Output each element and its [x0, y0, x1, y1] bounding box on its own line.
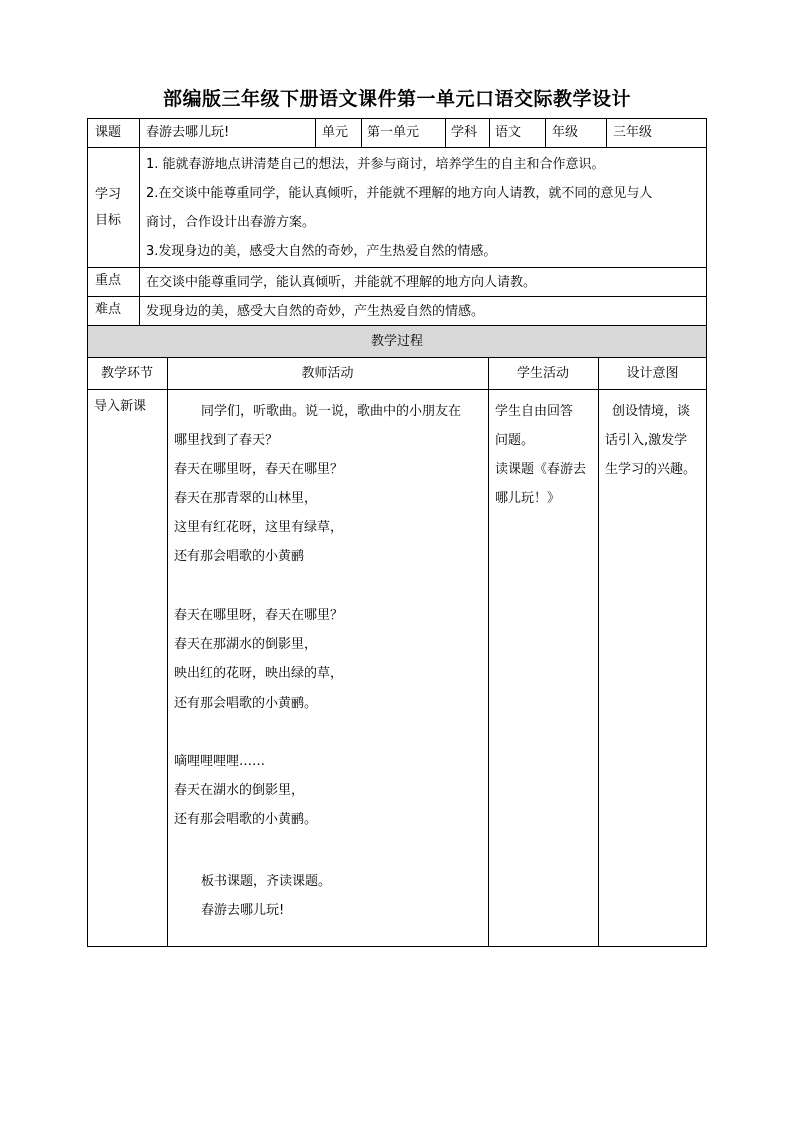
teacher-activity-line: 春天在哪里呀，春天在哪里？: [174, 608, 344, 623]
objective-line: 2.在交谈中能尊重同学，能认真倾听，并能就不理解的地方向人请教，就不同的意见与人: [146, 186, 653, 201]
col-divider: [139, 118, 140, 325]
col-divider: [488, 357, 489, 947]
key-point-text: 在交谈中能尊重同学，能认真倾听，并能就不理解的地方向人请教。: [146, 275, 537, 290]
student-activity-line: 学生自由回答: [495, 404, 574, 419]
document-title: 部编版三年级下册语文课件第一单元口语交际教学设计: [162, 88, 631, 110]
student-activity-line: 哪儿玩！》: [495, 491, 561, 506]
unit-value: 第一单元: [367, 125, 420, 140]
teacher-activity-line: 同学们，听歌曲。说一说，歌曲中的小朋友在: [201, 404, 462, 419]
column-header-stage: 教学环节: [100, 366, 153, 381]
teacher-activity-line: 嘀哩哩哩哩……: [174, 754, 266, 769]
teacher-activity-line: 映出红的花呀，映出绿的草，: [174, 666, 344, 681]
col-divider: [167, 357, 168, 947]
subject-value: 语文: [495, 125, 522, 140]
teacher-activity-line: 春天在哪里呀，春天在哪里？: [174, 462, 344, 477]
objectives-label: 学习: [95, 187, 122, 202]
grade-value: 三年级: [613, 125, 653, 140]
teacher-activity-line: 还有那会唱歌的小黄鹂。: [174, 812, 318, 827]
teacher-activity-line: 春天在那湖水的倒影里，: [174, 637, 318, 652]
col-divider: [489, 118, 490, 147]
student-activity-line: 读课题《春游去: [495, 462, 587, 477]
row-divider: [87, 147, 707, 148]
row-divider: [87, 357, 707, 358]
topic-label: 课题: [95, 125, 122, 140]
row-divider: [87, 389, 707, 390]
objective-line: 1. 能就春游地点讲清楚自己的想法，并参与商讨，培养学生的自主和合作意识。: [146, 157, 605, 172]
student-activity-line: 问题。: [495, 433, 535, 448]
row-divider: [87, 296, 707, 297]
grade-label: 年级: [552, 125, 579, 140]
design-intent-line: 生学习的兴趣。: [605, 462, 697, 477]
unit-label: 单元: [322, 125, 349, 140]
difficulty-text: 发现身边的美，感受大自然的奇妙，产生热爱自然的情感。: [146, 304, 485, 319]
col-divider: [598, 357, 599, 947]
col-divider: [315, 118, 316, 147]
teacher-activity-line: 这里有红花呀，这里有绿草，: [174, 520, 344, 535]
teacher-activity-line: 还有那会唱歌的小黄鹂。: [174, 696, 318, 711]
teacher-activity-line: 板书课题，齐读课题。: [201, 874, 332, 889]
column-header-intent: 设计意图: [626, 366, 679, 381]
teacher-activity-line: 春天在湖水的倒影里，: [174, 783, 305, 798]
topic-value: 春游去哪儿玩!: [146, 125, 230, 140]
col-divider: [445, 118, 446, 147]
design-intent-line: 话引入,激发学: [605, 433, 688, 448]
key-point-label: 重点: [95, 273, 122, 288]
row-divider: [87, 267, 707, 268]
teacher-activity-line: 哪里找到了春天？: [174, 433, 279, 448]
col-divider: [545, 118, 546, 147]
objectives-label: 目标: [95, 213, 122, 228]
teacher-activity-line: 还有那会唱歌的小黄鹂: [174, 549, 305, 564]
objective-line: 3.发现身边的美，感受大自然的奇妙，产生热爱自然的情感。: [146, 244, 497, 259]
design-intent-line: 创设情境，谈: [612, 404, 691, 419]
stage-cell: 导入新课: [94, 399, 147, 414]
column-header-student: 学生活动: [516, 366, 569, 381]
subject-label: 学科: [451, 125, 478, 140]
difficulty-label: 难点: [95, 302, 122, 317]
column-header-teacher: 教师活动: [301, 366, 354, 381]
teacher-activity-line: 春天在那青翠的山林里，: [174, 491, 318, 506]
teacher-activity-line: 春游去哪儿玩!: [201, 903, 285, 918]
objective-line: 商讨，合作设计出春游方案。: [146, 215, 316, 230]
col-divider: [361, 118, 362, 147]
col-divider: [606, 118, 607, 147]
process-header: 教学过程: [370, 334, 423, 349]
